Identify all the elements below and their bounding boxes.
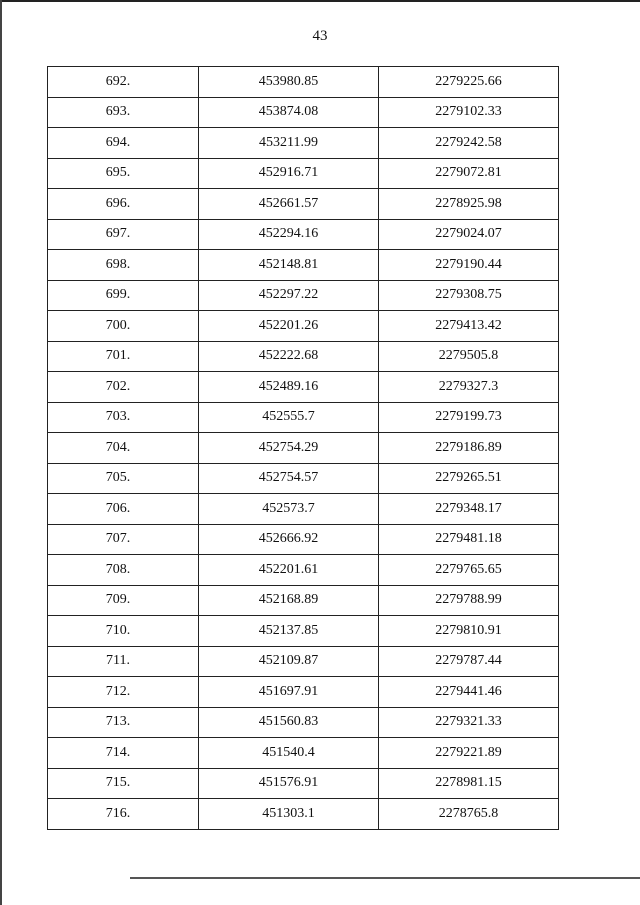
table-row [48, 341, 559, 372]
y-coordinate-cell: 2279788.99 [379, 585, 559, 616]
point-number-cell: 707. [48, 524, 199, 555]
y-coordinate-cell: 2279199.73 [379, 402, 559, 433]
x-coordinate-cell: 451697.91 [199, 677, 379, 708]
x-coordinate-cell: 452916.71 [199, 158, 379, 189]
x-coordinate-cell: 452754.29 [199, 433, 379, 464]
y-coordinate-cell: 2278925.98 [379, 189, 559, 220]
point-number-cell: 712. [48, 677, 199, 708]
x-coordinate-cell: 452201.61 [199, 555, 379, 586]
point-number-cell: 695. [48, 158, 199, 189]
table-row [48, 433, 559, 464]
x-coordinate-cell: 452201.26 [199, 311, 379, 342]
x-coordinate-cell: 453211.99 [199, 128, 379, 159]
x-coordinate-cell: 452168.89 [199, 585, 379, 616]
point-number-cell: 693. [48, 97, 199, 128]
table-row [48, 585, 559, 616]
x-coordinate-cell: 451576.91 [199, 768, 379, 799]
table-row [48, 158, 559, 189]
page-number: 43 [312, 28, 328, 44]
y-coordinate-cell: 2279413.42 [379, 311, 559, 342]
y-coordinate-cell: 2279505.8 [379, 341, 559, 372]
point-number-cell: 711. [48, 646, 199, 677]
y-coordinate-cell: 2279810.91 [379, 616, 559, 647]
table-row [48, 555, 559, 586]
y-coordinate-cell: 2279186.89 [379, 433, 559, 464]
point-number-cell: 706. [48, 494, 199, 525]
x-coordinate-cell: 452137.85 [199, 616, 379, 647]
y-coordinate-cell: 2279265.51 [379, 463, 559, 494]
x-coordinate-cell: 452148.81 [199, 250, 379, 281]
point-number-cell: 703. [48, 402, 199, 433]
point-number-cell: 699. [48, 280, 199, 311]
x-coordinate-cell: 452109.87 [199, 646, 379, 677]
point-number-cell: 709. [48, 585, 199, 616]
y-coordinate-cell: 2279242.58 [379, 128, 559, 159]
table-row [48, 250, 559, 281]
y-coordinate-cell: 2279765.65 [379, 555, 559, 586]
coordinates-table-body [48, 67, 559, 830]
point-number-cell: 713. [48, 707, 199, 738]
x-coordinate-cell: 451303.1 [199, 799, 379, 830]
table-row [48, 738, 559, 769]
y-coordinate-cell: 2279190.44 [379, 250, 559, 281]
point-number-cell: 696. [48, 189, 199, 220]
y-coordinate-cell: 2279225.66 [379, 67, 559, 98]
x-coordinate-cell: 452294.16 [199, 219, 379, 250]
point-number-cell: 708. [48, 555, 199, 586]
table-row [48, 524, 559, 555]
table-row [48, 372, 559, 403]
y-coordinate-cell: 2279441.46 [379, 677, 559, 708]
table-row [48, 280, 559, 311]
y-coordinate-cell: 2279348.17 [379, 494, 559, 525]
x-coordinate-cell: 452666.92 [199, 524, 379, 555]
table-row [48, 189, 559, 220]
x-coordinate-cell: 452297.22 [199, 280, 379, 311]
point-number-cell: 702. [48, 372, 199, 403]
x-coordinate-cell: 452222.68 [199, 341, 379, 372]
y-coordinate-cell: 2278981.15 [379, 768, 559, 799]
x-coordinate-cell: 451560.83 [199, 707, 379, 738]
scan-top-border [0, 0, 640, 2]
x-coordinate-cell: 452555.7 [199, 402, 379, 433]
point-number-cell: 714. [48, 738, 199, 769]
table-row [48, 494, 559, 525]
y-coordinate-cell: 2279102.33 [379, 97, 559, 128]
x-coordinate-cell: 451540.4 [199, 738, 379, 769]
y-coordinate-cell: 2279481.18 [379, 524, 559, 555]
table-row [48, 677, 559, 708]
table-row [48, 97, 559, 128]
table-row [48, 707, 559, 738]
coordinates-table [47, 66, 559, 830]
table-row [48, 616, 559, 647]
x-coordinate-cell: 452573.7 [199, 494, 379, 525]
point-number-cell: 698. [48, 250, 199, 281]
y-coordinate-cell: 2279072.81 [379, 158, 559, 189]
point-number-cell: 692. [48, 67, 199, 98]
table-row [48, 799, 559, 830]
table-row [48, 402, 559, 433]
table-row [48, 646, 559, 677]
scan-left-border [0, 0, 2, 905]
y-coordinate-cell: 2279321.33 [379, 707, 559, 738]
x-coordinate-cell: 452661.57 [199, 189, 379, 220]
y-coordinate-cell: 2279327.3 [379, 372, 559, 403]
point-number-cell: 705. [48, 463, 199, 494]
x-coordinate-cell: 453980.85 [199, 67, 379, 98]
point-number-cell: 701. [48, 341, 199, 372]
x-coordinate-cell: 453874.08 [199, 97, 379, 128]
point-number-cell: 704. [48, 433, 199, 464]
table-row [48, 768, 559, 799]
table-row [48, 128, 559, 159]
y-coordinate-cell: 2279787.44 [379, 646, 559, 677]
scan-bottom-line [130, 877, 640, 879]
y-coordinate-cell: 2279221.89 [379, 738, 559, 769]
x-coordinate-cell: 452489.16 [199, 372, 379, 403]
table-row [48, 463, 559, 494]
y-coordinate-cell: 2278765.8 [379, 799, 559, 830]
table-row [48, 67, 559, 98]
y-coordinate-cell: 2279024.07 [379, 219, 559, 250]
x-coordinate-cell: 452754.57 [199, 463, 379, 494]
table-row [48, 311, 559, 342]
point-number-cell: 700. [48, 311, 199, 342]
table-row [48, 219, 559, 250]
y-coordinate-cell: 2279308.75 [379, 280, 559, 311]
point-number-cell: 716. [48, 799, 199, 830]
point-number-cell: 710. [48, 616, 199, 647]
point-number-cell: 715. [48, 768, 199, 799]
point-number-cell: 694. [48, 128, 199, 159]
point-number-cell: 697. [48, 219, 199, 250]
